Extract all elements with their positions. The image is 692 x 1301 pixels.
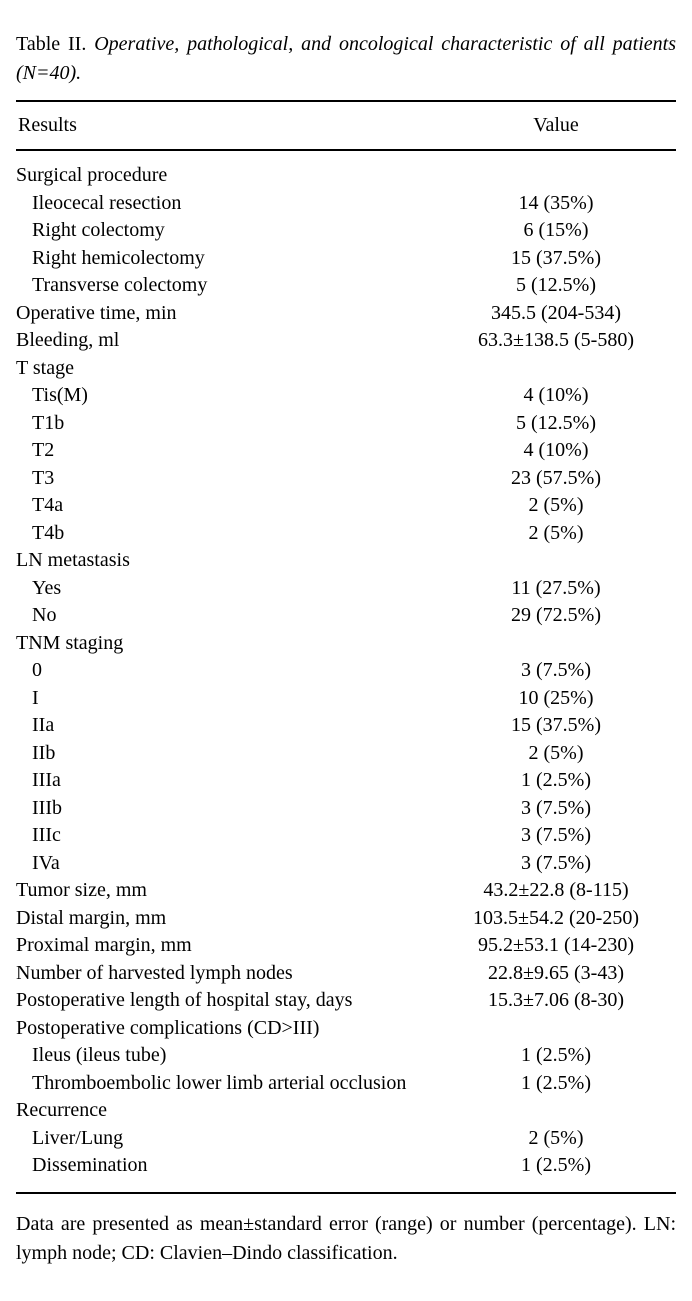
row-value: 1 (2.5%) <box>521 1071 591 1094</box>
row-label: Proximal margin, mm <box>16 934 192 956</box>
row-value: 3 (7.5%) <box>521 796 591 819</box>
table-row <box>16 520 676 548</box>
table-row <box>16 630 676 658</box>
table-row <box>16 1152 676 1193</box>
column-header-results: Results <box>16 101 436 150</box>
row-value <box>436 630 676 658</box>
table-row <box>16 740 676 768</box>
row-value: 15 (37.5%) <box>511 246 601 269</box>
table-row <box>16 465 676 493</box>
row-label: Tis(M) <box>32 384 88 406</box>
row-value: 63.3±138.5 (5-580) <box>478 329 634 351</box>
table-row <box>16 1125 676 1153</box>
row-label: Ileocecal resection <box>32 191 182 214</box>
table-row <box>16 437 676 465</box>
row-value: 1 (2.5%) <box>521 1044 591 1066</box>
row-value <box>436 547 676 575</box>
row-value: 1 (2.5%) <box>521 769 591 791</box>
row-label: I <box>32 686 39 709</box>
table-row <box>16 382 676 410</box>
table-row <box>16 300 676 328</box>
row-label: IIb <box>32 741 56 764</box>
row-label: No <box>32 604 57 626</box>
table-row <box>16 877 676 905</box>
row-label: T4a <box>32 494 64 516</box>
row-value: 3 (7.5%) <box>521 824 591 846</box>
row-label: LN metastasis <box>16 549 130 571</box>
table-row <box>16 767 676 795</box>
table-row <box>16 1015 676 1043</box>
table-row <box>16 245 676 273</box>
row-value: 10 (25%) <box>518 686 594 709</box>
row-label: Dissemination <box>32 1154 148 1176</box>
table-row <box>16 905 676 933</box>
row-label: T2 <box>32 439 55 461</box>
table-row <box>16 272 676 300</box>
table-row <box>16 492 676 520</box>
row-value: 3 (7.5%) <box>521 851 591 874</box>
table-caption-text: Operative, pathological, and oncological characteristic of all patients (N=40). <box>16 33 677 84</box>
row-label: Thromboembolic lower limb arterial occlusion <box>32 1071 407 1094</box>
table-row <box>16 932 676 960</box>
row-label: Distal margin, mm <box>16 906 167 929</box>
table-row <box>16 410 676 438</box>
row-label: IIIa <box>32 769 61 791</box>
row-value: 29 (72.5%) <box>511 604 601 626</box>
row-value: 2 (5%) <box>528 741 584 764</box>
row-value: 4 (10%) <box>523 384 589 406</box>
table-row <box>16 217 676 245</box>
table-row <box>16 150 676 190</box>
row-label: T3 <box>32 466 55 489</box>
row-label: Operative time, min <box>16 301 177 324</box>
column-header-value: Value <box>436 101 676 150</box>
table-row <box>16 850 676 878</box>
row-label: Number of harvested lymph nodes <box>16 961 293 984</box>
row-label: Right hemicolectomy <box>32 246 205 269</box>
row-value: 15 (37.5%) <box>511 714 601 736</box>
table-row <box>16 712 676 740</box>
table-row <box>16 327 676 355</box>
table-row <box>16 1042 676 1070</box>
results-table <box>16 100 676 1194</box>
row-label: Liver/Lung <box>32 1126 124 1149</box>
row-value: 15.3±7.06 (8-30) <box>488 989 624 1011</box>
row-label: 0 <box>32 659 42 681</box>
row-value: 2 (5%) <box>528 494 584 516</box>
table-body <box>16 150 676 1193</box>
row-value: 345.5 (204-534) <box>491 301 621 324</box>
table-row <box>16 685 676 713</box>
row-value: 11 (27.5%) <box>511 576 601 599</box>
row-value: 22.8±9.65 (3-43) <box>488 961 624 984</box>
table-row <box>16 190 676 218</box>
row-value <box>436 150 676 190</box>
row-value: 2 (5%) <box>528 521 584 544</box>
row-label: Postoperative complications (CD>III) <box>16 1016 320 1039</box>
row-value: 95.2±53.1 (14-230) <box>478 934 634 956</box>
row-value: 5 (12.5%) <box>516 274 596 296</box>
row-value <box>436 1015 676 1043</box>
row-label: Tumor size, mm <box>16 879 147 901</box>
row-value <box>436 355 676 383</box>
table-caption-label: Table II. <box>16 33 87 55</box>
row-value: 6 (15%) <box>523 219 589 241</box>
row-label: Bleeding, ml <box>16 329 120 351</box>
table-row <box>16 547 676 575</box>
row-value: 4 (10%) <box>523 439 589 461</box>
row-label: IIIb <box>32 796 62 819</box>
row-value: 5 (12.5%) <box>516 411 596 434</box>
row-label: T1b <box>32 411 65 434</box>
row-label: TNM staging <box>16 631 124 654</box>
row-label: Postoperative length of hospital stay, days <box>16 989 353 1011</box>
table-row <box>16 575 676 603</box>
header-row <box>16 101 676 150</box>
row-value: 3 (7.5%) <box>521 659 591 681</box>
row-value: 43.2±22.8 (8-115) <box>483 879 629 901</box>
row-label: Recurrence <box>16 1099 108 1121</box>
row-value: 14 (35%) <box>518 191 594 214</box>
table-header <box>16 101 676 150</box>
table-caption <box>16 30 676 88</box>
table-row <box>16 657 676 685</box>
row-label: Yes <box>32 576 62 599</box>
row-label: Surgical procedure <box>16 164 168 186</box>
row-label: T stage <box>16 356 74 379</box>
row-label: IIIc <box>32 824 61 846</box>
row-label: IVa <box>32 851 60 874</box>
row-label: Right colectomy <box>32 219 165 241</box>
row-value: 1 (2.5%) <box>521 1154 591 1176</box>
table-row <box>16 355 676 383</box>
row-value: 2 (5%) <box>528 1126 584 1149</box>
row-value: 103.5±54.2 (20-250) <box>473 906 639 929</box>
row-label: IIa <box>32 714 55 736</box>
table-row <box>16 822 676 850</box>
row-value <box>436 1097 676 1125</box>
row-label: Transverse colectomy <box>32 274 208 296</box>
row-label: Ileus (ileus tube) <box>32 1044 167 1066</box>
table-row <box>16 960 676 988</box>
row-label: T4b <box>32 521 65 544</box>
table-row <box>16 602 676 630</box>
row-value: 23 (57.5%) <box>511 466 601 489</box>
table-row <box>16 1097 676 1125</box>
table-row <box>16 795 676 823</box>
table-row <box>16 987 676 1015</box>
table-footnote: Data are presented as mean±standard error (range) or number (percentage). LN: lymph node; CD: Clavien–Dindo classification. <box>16 1212 676 1264</box>
table-row <box>16 1070 676 1098</box>
